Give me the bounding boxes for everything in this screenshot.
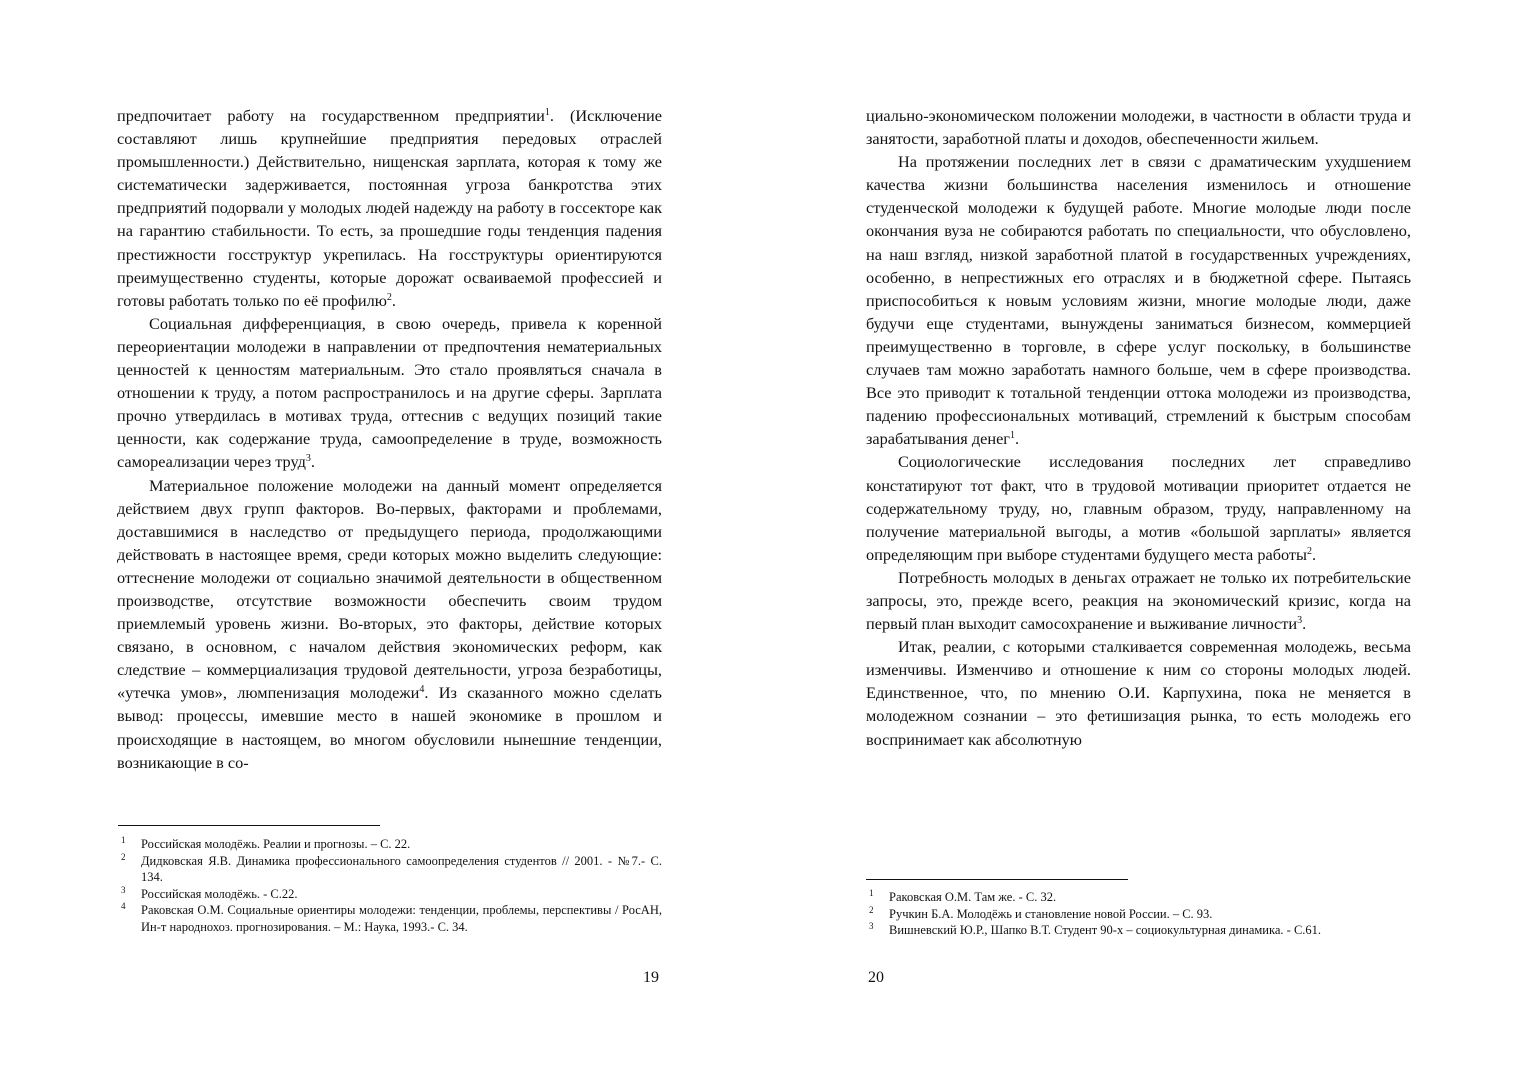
left-footnote-separator — [118, 825, 380, 826]
footnote-reference: 3 — [305, 453, 311, 465]
right-page-paragraph: Социологические исследования последних лет справедливо констатируют тот факт, что в трудовой мотивации приоритет отдается не содержательному труду, но, главным образом, труду, направленному на получение материальной выгоды, а мотив «большой зарплаты» является определяющим при выборе студентами будущего места работы$^2$. — [866, 452, 1411, 564]
left-page-number: 19 — [643, 969, 659, 986]
right-page-paragraph: циально-экономическом положении молодежи, в частности в области труда и занятости, заработной платы и доходов, обеспеченности жильем. — [866, 106, 1411, 149]
right-page-body-text — [866, 104, 1411, 751]
right-page-footnote — [866, 922, 1411, 939]
footnote-text: Дидковская Я.В. Динамика профессионального самоопределения студентов // 2001. - №7.- С. 134. — [141, 853, 662, 885]
left-page-paragraph: предпочитает работу на государственном предприятии$^1$. (Исключение составляют лишь крупнейшие предприятия передовых отраслей промышленности.) Действительно, нищенская зарплата, которая к тому же систематически задерживается, постоянная угроза банкротства этих предприятий подорвали у молодых людей надежду на работу в госсекторе как на гарантию стабильности. То есть, за прошедшие годы тенденция падения престижности госструктур укрепилась. На госструктуры ориентируются преимущественно студенты, которые дорожат осваиваемой профессией и готовы работать только по её профилю$^2$. — [117, 106, 662, 310]
left-page-footnote — [118, 886, 662, 903]
left-page-paragraph: Социальная дифференциация, в свою очередь, привела к коренной переориентации молодежи в направлении от предпочтения нематериальных ценностей к ценностям материальным. Это стало проявляться сначала в отношении к труду, а потом распространилось и на другие сферы. Зарплата прочно утвердилась в мотивах труда, оттеснив с ведущих позиций такие ценности, как содержание труда, самоопределение в труде, возможность самореализации через труд$^3$. — [117, 313, 662, 472]
right-page-footnote — [866, 889, 1411, 906]
right-page-paragraph: Итак, реалии, с которыми сталкивается современная молодежь, весьма изменчивы. Изменчиво и отношение к ним со стороны молодых людей. Единственное, что, по мнению О.И. Карпухина, пока не меняется в молодежном сознании – это фетишизация рынка, то есть молодежь его воспринимает как абсолютную — [866, 637, 1411, 749]
footnote-number: 1 — [121, 835, 126, 845]
footnote-number: 2 — [869, 904, 874, 915]
footnote-reference: 3 — [1297, 615, 1303, 627]
footnote-text: Российская молодёжь. - С.22. — [141, 886, 298, 901]
right-page-paragraph: Потребность молодых в деньгах отражает не только их потребительские запросы, это, прежде всего, реакция на экономический кризис, когда на первый план выходит самосохранение и выживание личности$^3$. — [866, 567, 1411, 634]
footnote-number: 3 — [869, 921, 874, 932]
footnote-text: Вишневский Ю.Р., Шапко В.Т. Студент 90-х – социокультурная динамика. - С.61. — [889, 923, 1322, 938]
footnote-reference: 2 — [1306, 545, 1312, 557]
left-page-footnote — [118, 902, 662, 935]
right-footnote-separator — [866, 879, 1128, 880]
left-page-body-text — [117, 104, 662, 774]
left-page-paragraph: Материальное положение молодежи на данный момент определяется действием двух групп факторов. Во-первых, факторами и проблемами, доставшимися в наследство от предыдущего периода, продолжающими действовать в настоящее время, среди которых можно выделить следующие: оттеснение молодежи от социально значимой деятельности в общественном производстве, отсутствие возможности обеспечить своим трудом приемлемый уровень жизни. Во-вторых, это факторы, действие которых связано, в основном, с началом действия экономических реформ, как следствие – коммерциализация трудовой деятельности, угроза безработицы, «утечка умов», люмпенизация молодежи$^4$. Из сказанного можно сделать вывод: процессы, имевшие место в нашей экономике в прошлом и происходящие в настоящем, во многом обусловили нынешние тенденции, возникающие в со- — [117, 475, 662, 772]
footnote-text: Раковская О.М. Социальные ориентиры молодежи: тенденции, проблемы, перспективы / РосАН, Ин-т народнохоз. прогнозирования. – М.: Наука, 1993.- С. 34. — [141, 903, 662, 934]
right-page-footnote — [866, 906, 1411, 923]
footnote-reference: 1 — [544, 107, 550, 118]
footnote-text: Ручкин Б.А. Молодёжь и становление новой России. – С. 93. — [889, 906, 1213, 921]
footnote-text: Российская молодёжь. Реалии и прогнозы. – С. 22. — [141, 837, 411, 851]
left-page-footnote — [118, 853, 662, 886]
right-page-paragraph: На протяжении последних лет в связи с драматическим ухудшением качества жизни большинства населения изменилось и отношение студенческой молодежи к будущей работе. Многие молодые люди после окончания вуза не собираются работать по специальности, что обусловлено, на наш взгляд, низкой заработной платой в государственных учреждениях, особенно, в непрестижных его отраслях и в бюджетной сфере. Пытаясь приспособиться к новым условиям жизни, многие молодые люди, даже будучи еще студентами, вынуждены заниматься бизнесом, коммерцией преимущественно в торговле, в сфере услуг поскольку, в большинстве случаев там можно заработать намного больше, чем в сфере производства. Все это приводит к тотальной тенденции оттока молодежи из производства, падению профессиональных мотиваций, стремлений к быстрым способам зарабатывания денег$^1$. — [866, 152, 1411, 449]
right-page-footnotes — [866, 889, 1411, 939]
footnote-number: 4 — [121, 901, 126, 912]
footnote-text: Раковская О.М. Там же. - С. 32. — [889, 890, 1057, 904]
right-page-number: 20 — [868, 969, 884, 986]
left-page-footnotes — [118, 836, 662, 936]
footnote-reference: 2 — [386, 291, 392, 303]
left-page-footnote — [118, 836, 662, 853]
right-page — [764, 0, 1528, 1080]
footnote-number: 2 — [121, 851, 126, 862]
footnote-reference: 1 — [1009, 430, 1015, 442]
footnote-number: 1 — [869, 888, 874, 898]
footnote-reference: 4 — [419, 684, 425, 696]
footnote-number: 3 — [121, 884, 126, 895]
